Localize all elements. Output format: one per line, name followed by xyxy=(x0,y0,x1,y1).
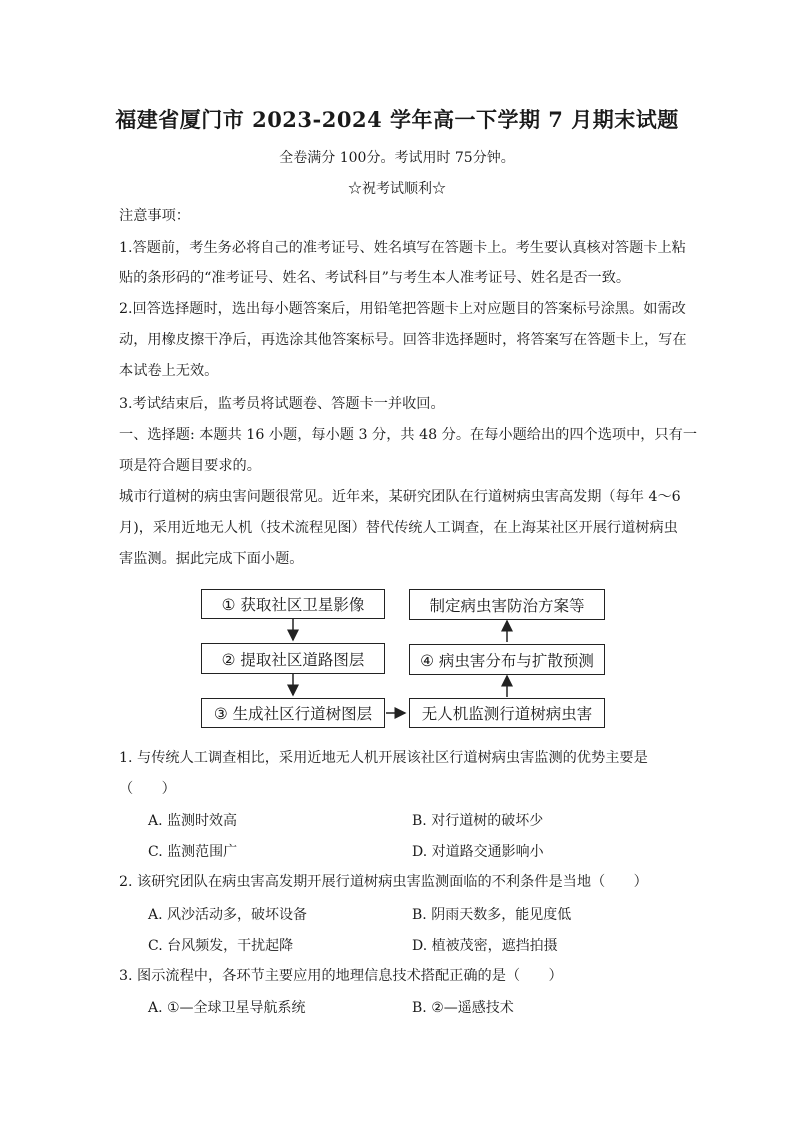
passage-line-1: 城市行道树的病虫害问题很常见。近年来，某研究团队在行道树病虫害高发期（每年 4～6 xyxy=(119,489,681,505)
flow-step-plan: 制定病虫害防治方案等 xyxy=(409,589,605,620)
question-3-stem: 3. 图示流程中，各环节主要应用的地理信息技术搭配正确的是（ ） xyxy=(119,968,563,984)
question-1-option-c: C. 监测范围广 xyxy=(148,844,238,860)
note-1-line-1: 1.答题前，考生务必将自己的准考证号、姓名填写在答题卡上。考生要认真核对答题卡上粘 xyxy=(119,240,686,256)
question-1-stem-line-2: （ ） xyxy=(119,781,176,797)
flow-step-1: ① 获取社区卫星影像 xyxy=(201,589,385,619)
exam-wish: ☆祝考试顺利☆ xyxy=(348,181,446,197)
note-3: 3.考试结束后，监考员将试题卷、答题卡一并收回。 xyxy=(119,396,445,412)
question-2-option-c: C. 台风频发，干扰起降 xyxy=(148,938,294,954)
passage-line-3: 害监测。据此完成下面小题。 xyxy=(119,551,304,567)
question-1-option-a: A. 监测时效高 xyxy=(148,813,238,829)
question-3-option-b: B. ②—遥感技术 xyxy=(412,1000,514,1016)
exam-title: 福建省厦门市 2023-2024 学年高一下学期 7 月期末试题 xyxy=(115,107,679,132)
question-1-option-d: D. 对道路交通影响小 xyxy=(412,844,544,860)
passage-line-2: 月)，采用近地无人机（技术流程见图）替代传统人工调查，在上海某社区开展行道树病虫 xyxy=(119,520,678,536)
section-heading-line-2: 项是符合题目要求的。 xyxy=(119,458,261,474)
section-heading-line-1: 一、选择题: 本题共 16 小题，每小题 3 分，共 48 分。在每小题给出的四个选项中，只有一 xyxy=(119,427,698,443)
flow-step-4: ④ 病虫害分布与扩散预测 xyxy=(409,644,605,675)
note-2-line-2: 动，用橡皮擦干净后，再选涂其他答案标号。回答非选择题时，将答案写在答题卡上，写在 xyxy=(119,332,687,348)
note-2-line-3: 本试卷上无效。 xyxy=(119,363,219,379)
question-1-option-b: B. 对行道树的破坏少 xyxy=(412,813,544,829)
note-1-line-2: 贴的条形码的“准考证号、姓名、考试科目”与考生本人准考证号、姓名是否一致。 xyxy=(119,270,631,286)
question-2-option-b: B. 阴雨天数多，能见度低 xyxy=(412,907,572,923)
note-2-line-1: 2.回答选择题时，选出每小题答案后，用铅笔把答题卡上对应题目的答案标号涂黑。如需改 xyxy=(119,301,686,317)
flow-step-drone: 无人机监测行道树病虫害 xyxy=(409,698,605,728)
question-2-option-a: A. 风沙活动多，破坏设备 xyxy=(148,907,308,923)
question-1-stem-line-1: 1. 与传统人工调查相比，采用近地无人机开展该社区行道树病虫害监测的优势主要是 xyxy=(119,750,648,766)
exam-subtitle: 全卷满分 100分。考试用时 75分钟。 xyxy=(279,150,515,166)
flow-step-2: ② 提取社区道路图层 xyxy=(201,643,385,674)
question-3-option-a: A. ①—全球卫星导航系统 xyxy=(148,1000,306,1016)
notes-heading: 注意事项： xyxy=(119,208,190,224)
flow-step-3: ③ 生成社区行道树图层 xyxy=(201,698,385,728)
question-2-option-d: D. 植被茂密，遮挡拍摄 xyxy=(412,938,558,954)
question-2-stem: 2. 该研究团队在病虫害高发期开展行道树病虫害监测面临的不利条件是当地（ ） xyxy=(119,874,648,890)
